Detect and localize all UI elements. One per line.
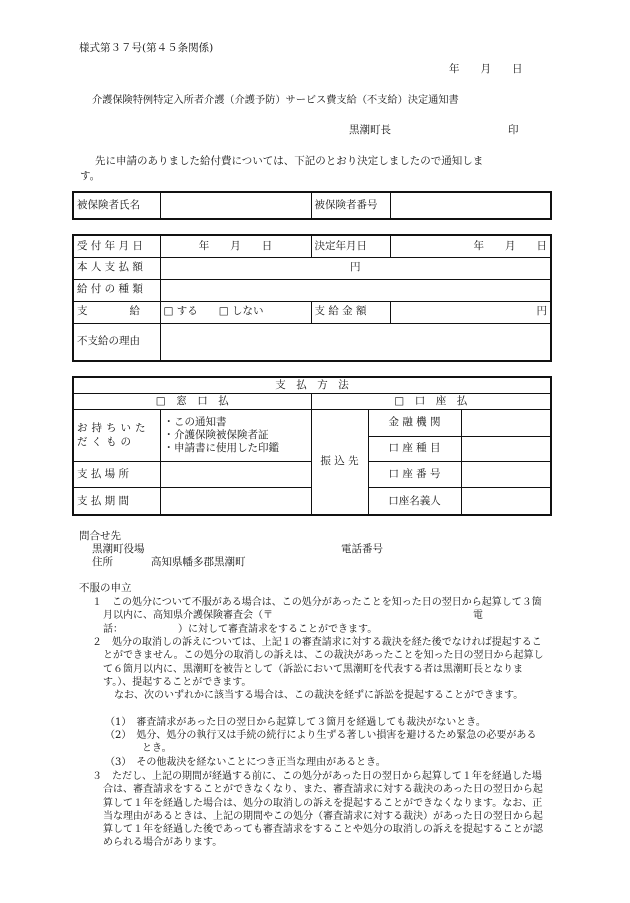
appeal-paragraph-2b: なお、次のいずれかに該当する場合は、この裁決を経ずに訴訟を提起することができます。: [114, 690, 524, 701]
items-to-bring-label: お持ちいただくもの: [73, 409, 160, 461]
payment-place-label: 支 払 場 所: [73, 461, 160, 488]
contact-address-label: 住所: [92, 556, 113, 568]
account-number-field[interactable]: [461, 461, 551, 488]
contact-office: 黒潮町役場: [92, 543, 145, 555]
items-to-bring-list: [160, 409, 311, 461]
benefit-type-field[interactable]: [160, 279, 551, 301]
items-to-bring-item: ・申請書に使用した印鑑: [163, 441, 279, 454]
appeal-heading: 不服の申立: [79, 582, 132, 594]
bank-label: 金 融 機 関: [368, 409, 461, 436]
benefit-type-label: 給 付 の 種 類: [73, 279, 160, 301]
appeal-paragraph-2: ２ 処分の取消しの訴えについては、上記１の審査請求に対する裁決を経た後でなければ提起することができません。この処分の取消しの訴えは、この裁決があったことを知った日の翌日から起算して６箇月以内に、黒潮町を被告として（訴訟において黒潮町を代表する者は黒潮町長となります。）、提起することができます。: [92, 637, 544, 688]
items-to-bring-item: ・この通知書: [163, 415, 227, 428]
receipt-date-label: 受 付 年 月 日: [73, 235, 160, 257]
insured-table: [72, 191, 552, 220]
account-payment-option[interactable]: □ 口 座 払: [311, 393, 551, 409]
decision-table: [72, 234, 552, 362]
non-payment-reason-label: 不支給の理由: [73, 323, 160, 361]
items-to-bring-item: ・介護保険被保険者証: [163, 428, 269, 441]
insured-name-field[interactable]: [160, 192, 311, 219]
window-payment-option[interactable]: □ 窓 口 払: [73, 393, 311, 409]
issuer: 黒潮町長: [349, 124, 391, 136]
account-holder-label: 口座名義人: [368, 488, 461, 515]
insured-name-label: 被保険者氏名: [73, 192, 160, 219]
appeal-sub-item-2: （2） 処分、処分の執行又は手続の続行により生ずる著しい損害を避けるため緊急の必要があるとき。: [105, 730, 537, 755]
payment-period-label: 支 払 期 間: [73, 488, 160, 515]
form-number: 様式第３７号(第４５条関係): [79, 42, 214, 54]
account-holder-field[interactable]: [461, 488, 551, 515]
payment-amount-field[interactable]: 円: [390, 301, 551, 323]
account-type-label: 口 座 種 目: [368, 436, 461, 461]
contact-address: 高知県幡多郡黒潮町: [151, 556, 246, 568]
account-number-label: 口 座 番 号: [368, 461, 461, 488]
self-pay-field[interactable]: 円: [160, 257, 551, 279]
date-line: 年 月 日: [449, 63, 523, 75]
appeal-paragraph-1: １ この処分について不服がある場合は、この処分があったことを知った日の翌日から起算して３箇月以内に、高知県介護保険審査会（〒 電話： ）に対して審査請求をすることができます。: [92, 597, 542, 635]
transfer-label: 振 込 先: [311, 409, 368, 515]
appeal-sub-item-3: （3） その他裁決を経ないことにつき正当な理由があるとき。: [105, 757, 386, 768]
insured-number-label: 被保険者番号: [311, 192, 390, 219]
payment-options[interactable]: □ する □ しない: [160, 301, 311, 323]
decision-date-label: 決定年月日: [311, 235, 390, 257]
account-type-field[interactable]: [461, 436, 551, 461]
payment-method-title: 支 払 方 法: [73, 377, 551, 393]
contact-heading: 問合せ先: [79, 530, 121, 542]
decision-date-field[interactable]: 年 月 日: [390, 235, 551, 257]
receipt-date-field[interactable]: 年 月 日: [160, 235, 311, 257]
payment-period-field[interactable]: [160, 488, 311, 515]
self-pay-label: 本 人 支 払 額: [73, 257, 160, 279]
payment-place-field[interactable]: [160, 461, 311, 488]
payment-amount-label: 支 給 金 額: [311, 301, 390, 323]
intro-line-2: す。: [80, 170, 101, 182]
payment-label: 支 給: [73, 301, 160, 323]
insured-number-field[interactable]: [390, 192, 551, 219]
appeal-sub-item-1: （1） 審査請求があった日の翌日から起算して３箇月を経過しても裁決がないとき。: [105, 717, 486, 728]
appeal-paragraph-3: ３ ただし、上記の期間が経過する前に、この処分があった日の翌日から起算して１年を経過した場合は、審査請求をすることができなくなり、また、審査請求に対する裁決のあった日の翌日から起算して１年を経過した場合は、処分の取消しの訴えを提起することができなくなります。なお、正当な理由があるときは、上記の期間やこの処分（審査請求に対する裁決）があった日の翌日から起算して１年を経過した後であっても審査請求をすることや処分の取消しの訴えを提起することが認められる場合があります。: [92, 771, 543, 849]
bank-field[interactable]: [461, 409, 551, 436]
non-payment-reason-field[interactable]: [160, 323, 551, 361]
payment-method-table: [72, 376, 552, 516]
contact-phone-label: 電話番号: [341, 543, 383, 555]
intro-line-1: 先に申請のありました給付費については、下記のとおり決定しましたので通知しま: [95, 155, 484, 167]
page-title: 介護保険特例特定入所者介護（介護予防）サービス費支給（不支給）決定通知書: [92, 95, 459, 106]
seal-mark: 印: [508, 124, 519, 136]
